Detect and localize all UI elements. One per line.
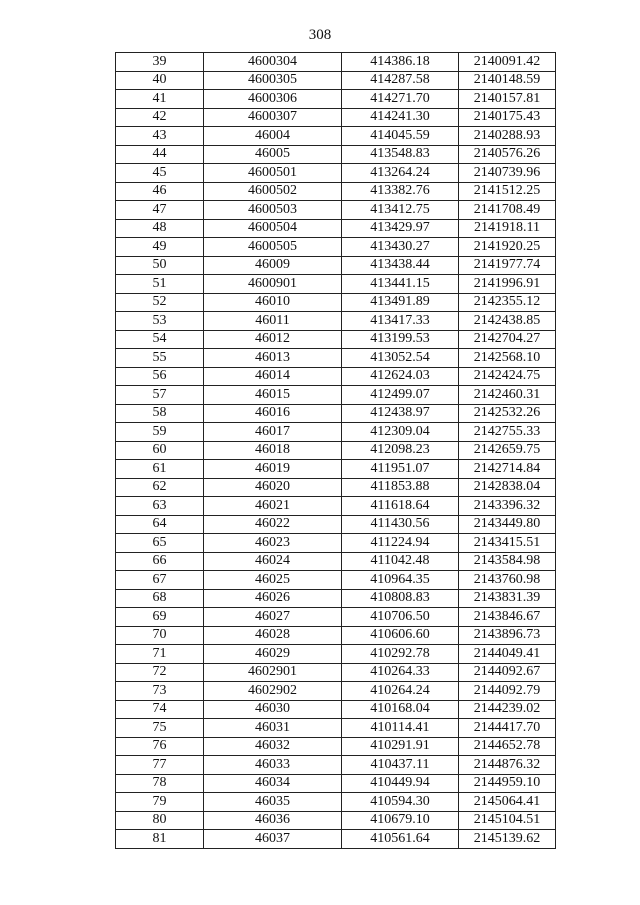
x-coordinate-cell: 412624.03: [342, 367, 459, 386]
table-row: [116, 497, 556, 516]
x-coordinate-cell: 410291.91: [342, 737, 459, 756]
y-coordinate-cell: 2143396.32: [459, 497, 556, 516]
table-row: [116, 312, 556, 331]
point-id-cell: 46004: [204, 127, 342, 146]
x-coordinate-cell: 410706.50: [342, 608, 459, 627]
y-coordinate-cell: 2141920.25: [459, 238, 556, 257]
row-index-cell: 67: [116, 571, 204, 590]
point-id-cell: 46027: [204, 608, 342, 627]
table-row: [116, 108, 556, 127]
row-index-cell: 57: [116, 386, 204, 405]
point-id-cell: 46029: [204, 645, 342, 664]
table-row: [116, 238, 556, 257]
point-id-cell: 4600307: [204, 108, 342, 127]
point-id-cell: 4600304: [204, 53, 342, 72]
table-row: [116, 219, 556, 238]
point-id-cell: 4600501: [204, 164, 342, 183]
table-row: [116, 552, 556, 571]
point-id-cell: 46016: [204, 404, 342, 423]
point-id-cell: 46036: [204, 811, 342, 830]
table-row: [116, 386, 556, 405]
point-id-cell: 46034: [204, 774, 342, 793]
table-row: [116, 774, 556, 793]
table-row: [116, 830, 556, 849]
row-index-cell: 73: [116, 682, 204, 701]
table-row: [116, 90, 556, 109]
table-row: [116, 571, 556, 590]
table-row: [116, 589, 556, 608]
point-id-cell: 4600305: [204, 71, 342, 90]
table-row: [116, 404, 556, 423]
row-index-cell: 69: [116, 608, 204, 627]
row-index-cell: 80: [116, 811, 204, 830]
y-coordinate-cell: 2144959.10: [459, 774, 556, 793]
x-coordinate-cell: 410808.83: [342, 589, 459, 608]
point-id-cell: 46015: [204, 386, 342, 405]
table-row: [116, 478, 556, 497]
y-coordinate-cell: 2144092.67: [459, 663, 556, 682]
table-row: [116, 756, 556, 775]
x-coordinate-cell: 413430.27: [342, 238, 459, 257]
y-coordinate-cell: 2141918.11: [459, 219, 556, 238]
y-coordinate-cell: 2141512.25: [459, 182, 556, 201]
x-coordinate-cell: 412438.97: [342, 404, 459, 423]
y-coordinate-cell: 2144092.79: [459, 682, 556, 701]
point-id-cell: 46028: [204, 626, 342, 645]
row-index-cell: 45: [116, 164, 204, 183]
x-coordinate-cell: 413199.53: [342, 330, 459, 349]
row-index-cell: 40: [116, 71, 204, 90]
row-index-cell: 64: [116, 515, 204, 534]
row-index-cell: 76: [116, 737, 204, 756]
y-coordinate-cell: 2143831.39: [459, 589, 556, 608]
table-row: [116, 534, 556, 553]
table-row: [116, 719, 556, 738]
table-row: [116, 460, 556, 479]
row-index-cell: 39: [116, 53, 204, 72]
row-index-cell: 52: [116, 293, 204, 312]
row-index-cell: 74: [116, 700, 204, 719]
x-coordinate-cell: 414287.58: [342, 71, 459, 90]
row-index-cell: 68: [116, 589, 204, 608]
y-coordinate-cell: 2141996.91: [459, 275, 556, 294]
point-id-cell: 46013: [204, 349, 342, 368]
table-row: [116, 127, 556, 146]
y-coordinate-cell: 2144417.70: [459, 719, 556, 738]
table-row: [116, 626, 556, 645]
row-index-cell: 54: [116, 330, 204, 349]
table-row: [116, 201, 556, 220]
y-coordinate-cell: 2142460.31: [459, 386, 556, 405]
point-id-cell: 46020: [204, 478, 342, 497]
table-row: [116, 330, 556, 349]
point-id-cell: 46033: [204, 756, 342, 775]
table-row: [116, 515, 556, 534]
x-coordinate-cell: 413417.33: [342, 312, 459, 331]
point-id-cell: 46025: [204, 571, 342, 590]
x-coordinate-cell: 410679.10: [342, 811, 459, 830]
point-id-cell: 4600306: [204, 90, 342, 109]
y-coordinate-cell: 2140288.93: [459, 127, 556, 146]
x-coordinate-cell: 414271.70: [342, 90, 459, 109]
y-coordinate-cell: 2145064.41: [459, 793, 556, 812]
point-id-cell: 46035: [204, 793, 342, 812]
point-id-cell: 4600901: [204, 275, 342, 294]
y-coordinate-cell: 2143584.98: [459, 552, 556, 571]
row-index-cell: 63: [116, 497, 204, 516]
y-coordinate-cell: 2140157.81: [459, 90, 556, 109]
x-coordinate-cell: 413429.97: [342, 219, 459, 238]
row-index-cell: 72: [116, 663, 204, 682]
point-id-cell: 4600503: [204, 201, 342, 220]
x-coordinate-cell: 411618.64: [342, 497, 459, 516]
x-coordinate-cell: 413548.83: [342, 145, 459, 164]
x-coordinate-cell: 410561.64: [342, 830, 459, 849]
row-index-cell: 79: [116, 793, 204, 812]
row-index-cell: 44: [116, 145, 204, 164]
row-index-cell: 47: [116, 201, 204, 220]
coordinates-table: [115, 52, 556, 849]
point-id-cell: 46024: [204, 552, 342, 571]
point-id-cell: 4602901: [204, 663, 342, 682]
y-coordinate-cell: 2142424.75: [459, 367, 556, 386]
x-coordinate-cell: 411224.94: [342, 534, 459, 553]
point-id-cell: 46021: [204, 497, 342, 516]
row-index-cell: 81: [116, 830, 204, 849]
y-coordinate-cell: 2140576.26: [459, 145, 556, 164]
x-coordinate-cell: 413412.75: [342, 201, 459, 220]
row-index-cell: 56: [116, 367, 204, 386]
point-id-cell: 46022: [204, 515, 342, 534]
y-coordinate-cell: 2143846.67: [459, 608, 556, 627]
x-coordinate-cell: 414045.59: [342, 127, 459, 146]
coordinates-table-body: [116, 53, 556, 849]
y-coordinate-cell: 2142532.26: [459, 404, 556, 423]
point-id-cell: 46037: [204, 830, 342, 849]
point-id-cell: 46031: [204, 719, 342, 738]
table-row: [116, 53, 556, 72]
y-coordinate-cell: 2144239.02: [459, 700, 556, 719]
row-index-cell: 60: [116, 441, 204, 460]
y-coordinate-cell: 2143415.51: [459, 534, 556, 553]
x-coordinate-cell: 414241.30: [342, 108, 459, 127]
table-row: [116, 811, 556, 830]
table-row: [116, 645, 556, 664]
row-index-cell: 61: [116, 460, 204, 479]
point-id-cell: 46030: [204, 700, 342, 719]
row-index-cell: 41: [116, 90, 204, 109]
row-index-cell: 50: [116, 256, 204, 275]
row-index-cell: 49: [116, 238, 204, 257]
row-index-cell: 77: [116, 756, 204, 775]
y-coordinate-cell: 2142568.10: [459, 349, 556, 368]
table-row: [116, 293, 556, 312]
point-id-cell: 46023: [204, 534, 342, 553]
x-coordinate-cell: 412098.23: [342, 441, 459, 460]
x-coordinate-cell: 410449.94: [342, 774, 459, 793]
x-coordinate-cell: 410606.60: [342, 626, 459, 645]
x-coordinate-cell: 410964.35: [342, 571, 459, 590]
row-index-cell: 46: [116, 182, 204, 201]
x-coordinate-cell: 413264.24: [342, 164, 459, 183]
y-coordinate-cell: 2144876.32: [459, 756, 556, 775]
x-coordinate-cell: 411853.88: [342, 478, 459, 497]
y-coordinate-cell: 2144049.41: [459, 645, 556, 664]
y-coordinate-cell: 2141708.49: [459, 201, 556, 220]
row-index-cell: 48: [116, 219, 204, 238]
table-row: [116, 423, 556, 442]
x-coordinate-cell: 411430.56: [342, 515, 459, 534]
x-coordinate-cell: 414386.18: [342, 53, 459, 72]
row-index-cell: 71: [116, 645, 204, 664]
point-id-cell: 46032: [204, 737, 342, 756]
x-coordinate-cell: 413052.54: [342, 349, 459, 368]
x-coordinate-cell: 410292.78: [342, 645, 459, 664]
point-id-cell: 46011: [204, 312, 342, 331]
x-coordinate-cell: 411042.48: [342, 552, 459, 571]
table-row: [116, 737, 556, 756]
table-row: [116, 349, 556, 368]
point-id-cell: 46026: [204, 589, 342, 608]
point-id-cell: 46017: [204, 423, 342, 442]
x-coordinate-cell: 410437.11: [342, 756, 459, 775]
row-index-cell: 55: [116, 349, 204, 368]
x-coordinate-cell: 413441.15: [342, 275, 459, 294]
row-index-cell: 42: [116, 108, 204, 127]
x-coordinate-cell: 410264.24: [342, 682, 459, 701]
point-id-cell: 46019: [204, 460, 342, 479]
table-row: [116, 700, 556, 719]
y-coordinate-cell: 2141977.74: [459, 256, 556, 275]
y-coordinate-cell: 2140148.59: [459, 71, 556, 90]
row-index-cell: 59: [116, 423, 204, 442]
x-coordinate-cell: 411951.07: [342, 460, 459, 479]
y-coordinate-cell: 2143760.98: [459, 571, 556, 590]
x-coordinate-cell: 412309.04: [342, 423, 459, 442]
row-index-cell: 65: [116, 534, 204, 553]
table-row: [116, 145, 556, 164]
table-row: [116, 793, 556, 812]
y-coordinate-cell: 2143449.80: [459, 515, 556, 534]
point-id-cell: 4600502: [204, 182, 342, 201]
x-coordinate-cell: 413438.44: [342, 256, 459, 275]
row-index-cell: 51: [116, 275, 204, 294]
x-coordinate-cell: 412499.07: [342, 386, 459, 405]
row-index-cell: 78: [116, 774, 204, 793]
y-coordinate-cell: 2142704.27: [459, 330, 556, 349]
x-coordinate-cell: 413382.76: [342, 182, 459, 201]
point-id-cell: 46012: [204, 330, 342, 349]
row-index-cell: 58: [116, 404, 204, 423]
table-row: [116, 608, 556, 627]
y-coordinate-cell: 2142714.84: [459, 460, 556, 479]
x-coordinate-cell: 410264.33: [342, 663, 459, 682]
row-index-cell: 70: [116, 626, 204, 645]
y-coordinate-cell: 2143896.73: [459, 626, 556, 645]
table-row: [116, 682, 556, 701]
row-index-cell: 62: [116, 478, 204, 497]
y-coordinate-cell: 2144652.78: [459, 737, 556, 756]
point-id-cell: 46018: [204, 441, 342, 460]
table-row: [116, 367, 556, 386]
y-coordinate-cell: 2140175.43: [459, 108, 556, 127]
table-row: [116, 182, 556, 201]
y-coordinate-cell: 2142755.33: [459, 423, 556, 442]
y-coordinate-cell: 2145104.51: [459, 811, 556, 830]
row-index-cell: 66: [116, 552, 204, 571]
x-coordinate-cell: 410594.30: [342, 793, 459, 812]
table-row: [116, 71, 556, 90]
point-id-cell: 46005: [204, 145, 342, 164]
point-id-cell: 46010: [204, 293, 342, 312]
row-index-cell: 53: [116, 312, 204, 331]
row-index-cell: 43: [116, 127, 204, 146]
y-coordinate-cell: 2142355.12: [459, 293, 556, 312]
x-coordinate-cell: 413491.89: [342, 293, 459, 312]
y-coordinate-cell: 2142438.85: [459, 312, 556, 331]
y-coordinate-cell: 2142659.75: [459, 441, 556, 460]
table-row: [116, 164, 556, 183]
point-id-cell: 46014: [204, 367, 342, 386]
table-row: [116, 275, 556, 294]
y-coordinate-cell: 2145139.62: [459, 830, 556, 849]
x-coordinate-cell: 410168.04: [342, 700, 459, 719]
row-index-cell: 75: [116, 719, 204, 738]
x-coordinate-cell: 410114.41: [342, 719, 459, 738]
point-id-cell: 4600505: [204, 238, 342, 257]
y-coordinate-cell: 2142838.04: [459, 478, 556, 497]
page-number: 308: [308, 27, 332, 43]
table-row: [116, 256, 556, 275]
point-id-cell: 4600504: [204, 219, 342, 238]
y-coordinate-cell: 2140739.96: [459, 164, 556, 183]
table-row: [116, 663, 556, 682]
table-row: [116, 441, 556, 460]
point-id-cell: 46009: [204, 256, 342, 275]
point-id-cell: 4602902: [204, 682, 342, 701]
y-coordinate-cell: 2140091.42: [459, 53, 556, 72]
